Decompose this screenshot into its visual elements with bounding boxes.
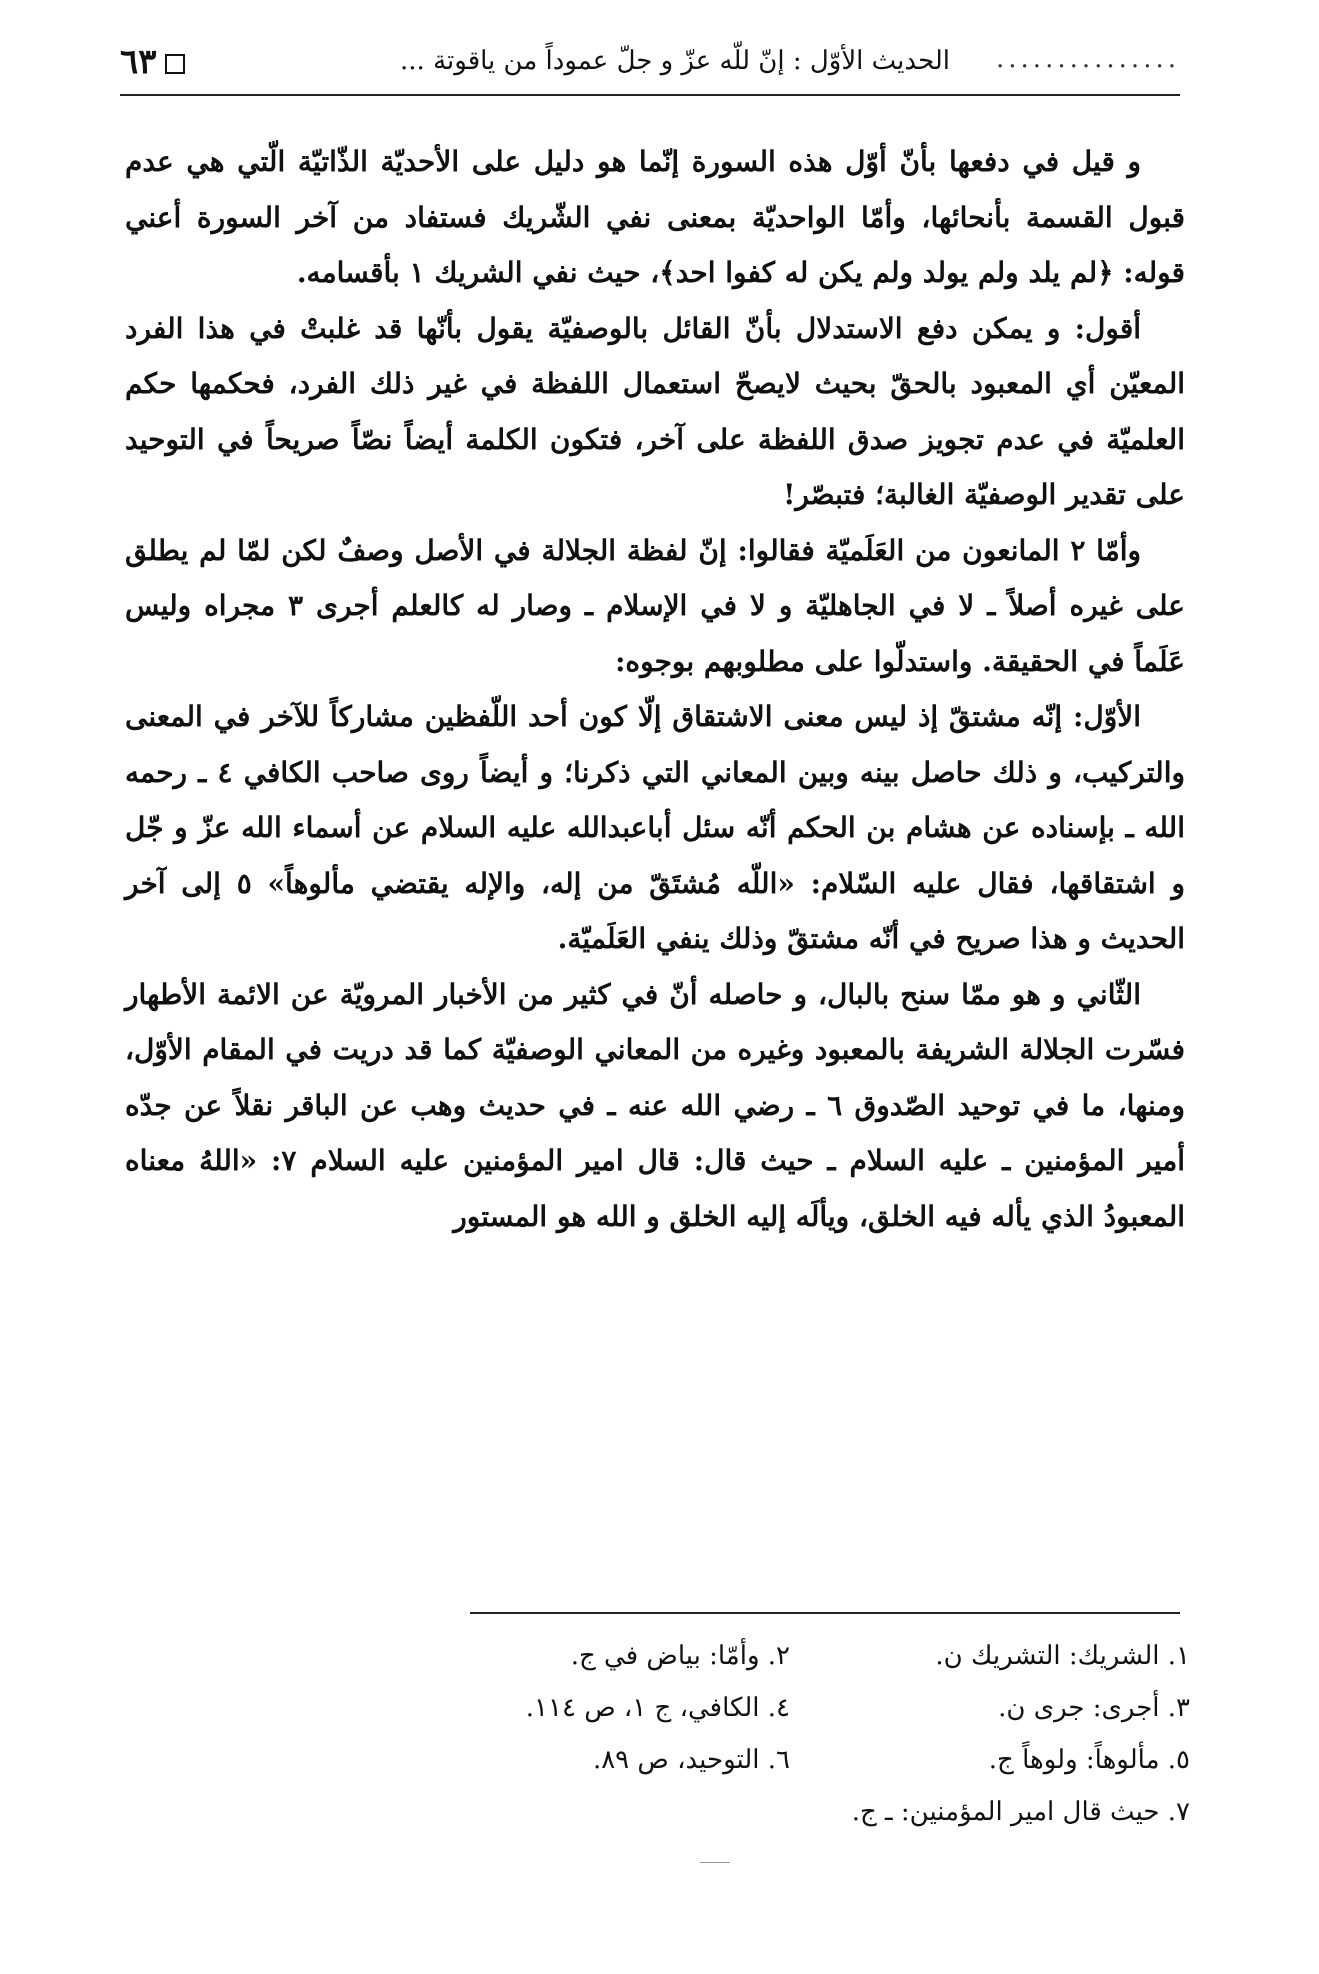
footnote-3: ٣. أجرى: جرى ن. bbox=[998, 1693, 1190, 1723]
page-number-text: ٦٣ bbox=[120, 42, 157, 82]
square-ornament-icon bbox=[165, 54, 185, 74]
footnote-5: ٥. مألوهاً: ولوهاً ج. bbox=[988, 1745, 1190, 1775]
paragraph: و قيل في دفعها بأنّ أوّل هذه السورة إنّما هو دليل على الأحديّة الذّاتيّة الّتي هي عدم قبول القسمة بأنحائها، وأمّا الواحديّة بمعنى نفي الشّريك فستفاد من آخر السورة أعني قوله: ﴿لم يلد ولم يولد ولم يكن له كفوا احد﴾، حيث نفي الشريك ١ بأقسامه. bbox=[125, 145, 1185, 289]
bottom-mark bbox=[700, 1862, 730, 1863]
header-rule bbox=[120, 94, 1180, 96]
page-number bbox=[120, 42, 185, 82]
header-dots: ............... bbox=[996, 44, 1180, 74]
footnote-empty bbox=[390, 1786, 790, 1838]
header-title: الحديث الأوّل : إنّ للّه عزّ و جلّ عموداً من ياقوتة ... bbox=[400, 46, 950, 76]
paragraph: أقول: و يمكن دفع الاستدلال بأنّ القائل بالوصفيّة يقول بأنّها قد غلبتْ في هذا الفرد المعيّن أي المعبود بالحقّ بحيث لايصحّ استعمال اللفظة في غير ذلك الفرد، فحكمها حكم العلميّة في عدم تجويز صدق اللفظة على آخر، فتكون الكلمة أيضاً نصّاً صريحاً في التوحيد على تقدير الوصفيّة الغالبة؛ فتبصّر! bbox=[125, 311, 1185, 511]
footnote-1: ١. الشريك: التشريك ن. bbox=[935, 1641, 1190, 1671]
footnote-rule bbox=[470, 1612, 1180, 1614]
footnote-2: ٢. وأمّا: بياض في ج. bbox=[570, 1641, 790, 1671]
footnote-7: ٧. حيث قال امير المؤمنين: ـ ج. bbox=[851, 1797, 1190, 1827]
main-text bbox=[125, 134, 1185, 1244]
footnotes bbox=[390, 1630, 1190, 1838]
footnote-4: ٤. الكافي، ج ١، ص ١١٤. bbox=[525, 1693, 790, 1723]
footnote-row bbox=[390, 1682, 1190, 1734]
footnote-row bbox=[390, 1630, 1190, 1682]
running-header bbox=[120, 36, 1180, 88]
footnote-6: ٦. التوحيد، ص ٨٩. bbox=[592, 1745, 790, 1775]
paragraph: الأوّل: إنّه مشتقّ إذ ليس معنى الاشتقاق إلّا كون أحد اللّفظين مشاركاً للآخر في المعنى والتركيب، و ذلك حاصل بينه وبين المعاني التي ذكرنا؛ و أيضاً روى صاحب الكافي ٤ ـ رحمه الله ـ بإسناده عن هشام بن الحكم أنّه سئل أباعبدالله عليه السلام عن أسماء الله عزّ و جّل و اشتقاقها، فقال عليه السّلام: «اللّه مُشتَقّ من إله، والإله يقتضي مألوهاً» ٥ إلى آخر الحديث و هذا صريح في أنّه مشتقّ وذلك ينفي العَلَميّة. bbox=[125, 700, 1185, 955]
paragraph: وأمّا ٢ المانعون من العَلَميّة فقالوا: إنّ لفظة الجلالة في الأصل وصفٌ لكن لمّا لم يطلق على غيره أصلاً ـ لا في الجاهليّة و لا في الإسلام ـ وصار له كالعلم أجرى ٣ مجراه وليس عَلَماً في الحقيقة. واستدلّوا على مطلوبهم بوجوه: bbox=[125, 533, 1185, 678]
footnote-row bbox=[390, 1734, 1190, 1786]
paragraph: الثّاني و هو ممّا سنح بالبال، و حاصله أنّ في كثير من الأخبار المرويّة عن الائمة الأطهار فسّرت الجلالة الشريفة بالمعبود وغيره من المعاني الوصفيّة كما قد دريت في المقام الأوّل، ومنها، ما في توحيد الصّدوق ٦ ـ رضي الله عنه ـ في حديث وهب عن الباقر نقلاً عن جدّه أمير المؤمنين ـ عليه السلام ـ حيث قال: قال امير المؤمنين عليه السلام ٧: «اللهُ معناه المعبودُ الذي يأله فيه الخلق، ويألَه إليه الخلق و الله هو المستور bbox=[125, 977, 1185, 1233]
footnote-row bbox=[390, 1786, 1190, 1838]
